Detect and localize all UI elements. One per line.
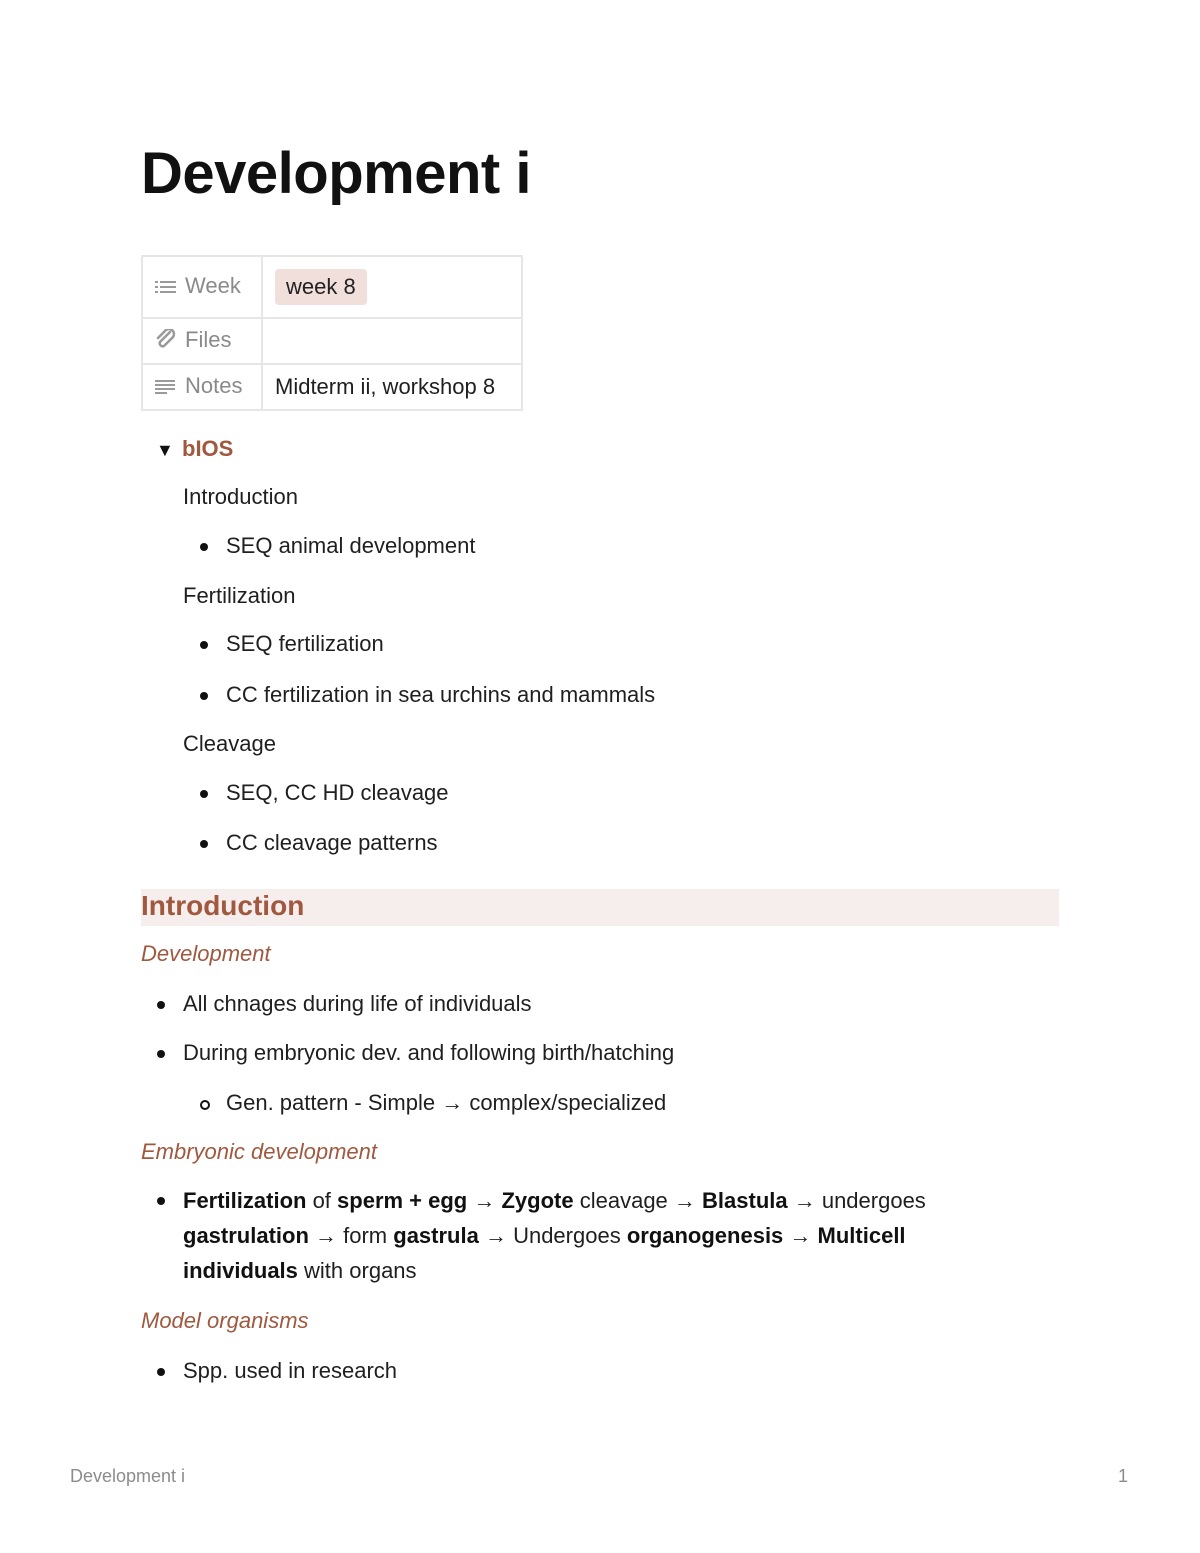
bullet-icon	[157, 1050, 165, 1058]
property-row-files	[142, 318, 522, 364]
property-key-files	[142, 318, 262, 364]
footer-title: Development i	[70, 1466, 186, 1486]
property-row-notes	[142, 364, 522, 410]
toggle-title[interactable]: bIOS	[182, 436, 234, 461]
property-key-notes	[142, 364, 262, 410]
property-key-label: Files	[185, 327, 232, 353]
bullet-icon	[157, 1001, 165, 1009]
subheading-model-organisms: Model organisms	[141, 1308, 309, 1333]
bullet-icon	[200, 641, 208, 649]
list-item-embryonic-sequence: Fertilization of sperm + egg → Zygote cleavage → Blastula → undergoes gastrulation → form gastrula → Undergoes organogenesis → Multicell individuals with organs	[183, 1183, 1013, 1288]
property-value-week[interactable]	[262, 256, 522, 318]
list-item: SEQ, CC HD cleavage	[226, 780, 449, 806]
page-title: Development i	[141, 141, 531, 206]
paperclip-icon	[155, 329, 177, 355]
bullet-icon	[200, 790, 208, 798]
bullet-icon	[157, 1368, 165, 1376]
property-key-label: Week	[185, 273, 241, 299]
property-value-notes[interactable]: Midterm ii, workshop 8	[262, 364, 522, 410]
toggle-triangle-icon[interactable]: ▼	[156, 440, 174, 460]
bullet-icon	[200, 543, 208, 551]
subheading-development: Development	[141, 941, 271, 966]
list-item: During embryonic dev. and following birth/hatching	[183, 1040, 674, 1066]
week-tag[interactable]: week 8	[275, 269, 367, 305]
subheading-embryonic-development: Embryonic development	[141, 1139, 378, 1164]
text-lines-icon	[155, 375, 177, 401]
list-item: SEQ animal development	[226, 533, 475, 559]
list-item: CC fertilization in sea urchins and mammals	[226, 682, 655, 708]
toggle-heading-cleavage: Cleavage	[183, 731, 276, 756]
bios-toggle[interactable]	[156, 436, 233, 462]
section-heading-introduction: Introduction	[141, 890, 305, 921]
list-item: Spp. used in research	[183, 1358, 397, 1384]
list-item: CC cleavage patterns	[226, 830, 438, 856]
property-value-files[interactable]	[262, 318, 522, 364]
toggle-heading-fertilization: Fertilization	[183, 583, 296, 608]
bullet-icon	[200, 692, 208, 700]
list-icon	[155, 275, 177, 301]
list-item: SEQ fertilization	[226, 631, 384, 657]
property-key-label: Notes	[185, 373, 243, 399]
list-item: All chnages during life of individuals	[183, 991, 532, 1017]
hollow-bullet-icon	[200, 1100, 210, 1110]
property-row-week	[142, 256, 522, 318]
properties-table	[141, 255, 523, 411]
property-key-week	[142, 256, 262, 318]
bullet-icon	[200, 840, 208, 848]
bullet-icon	[157, 1197, 165, 1205]
toggle-heading-introduction: Introduction	[183, 484, 298, 509]
page-number: 1	[1118, 1466, 1129, 1486]
list-subitem: Gen. pattern - Simple → complex/specialized	[226, 1090, 666, 1116]
